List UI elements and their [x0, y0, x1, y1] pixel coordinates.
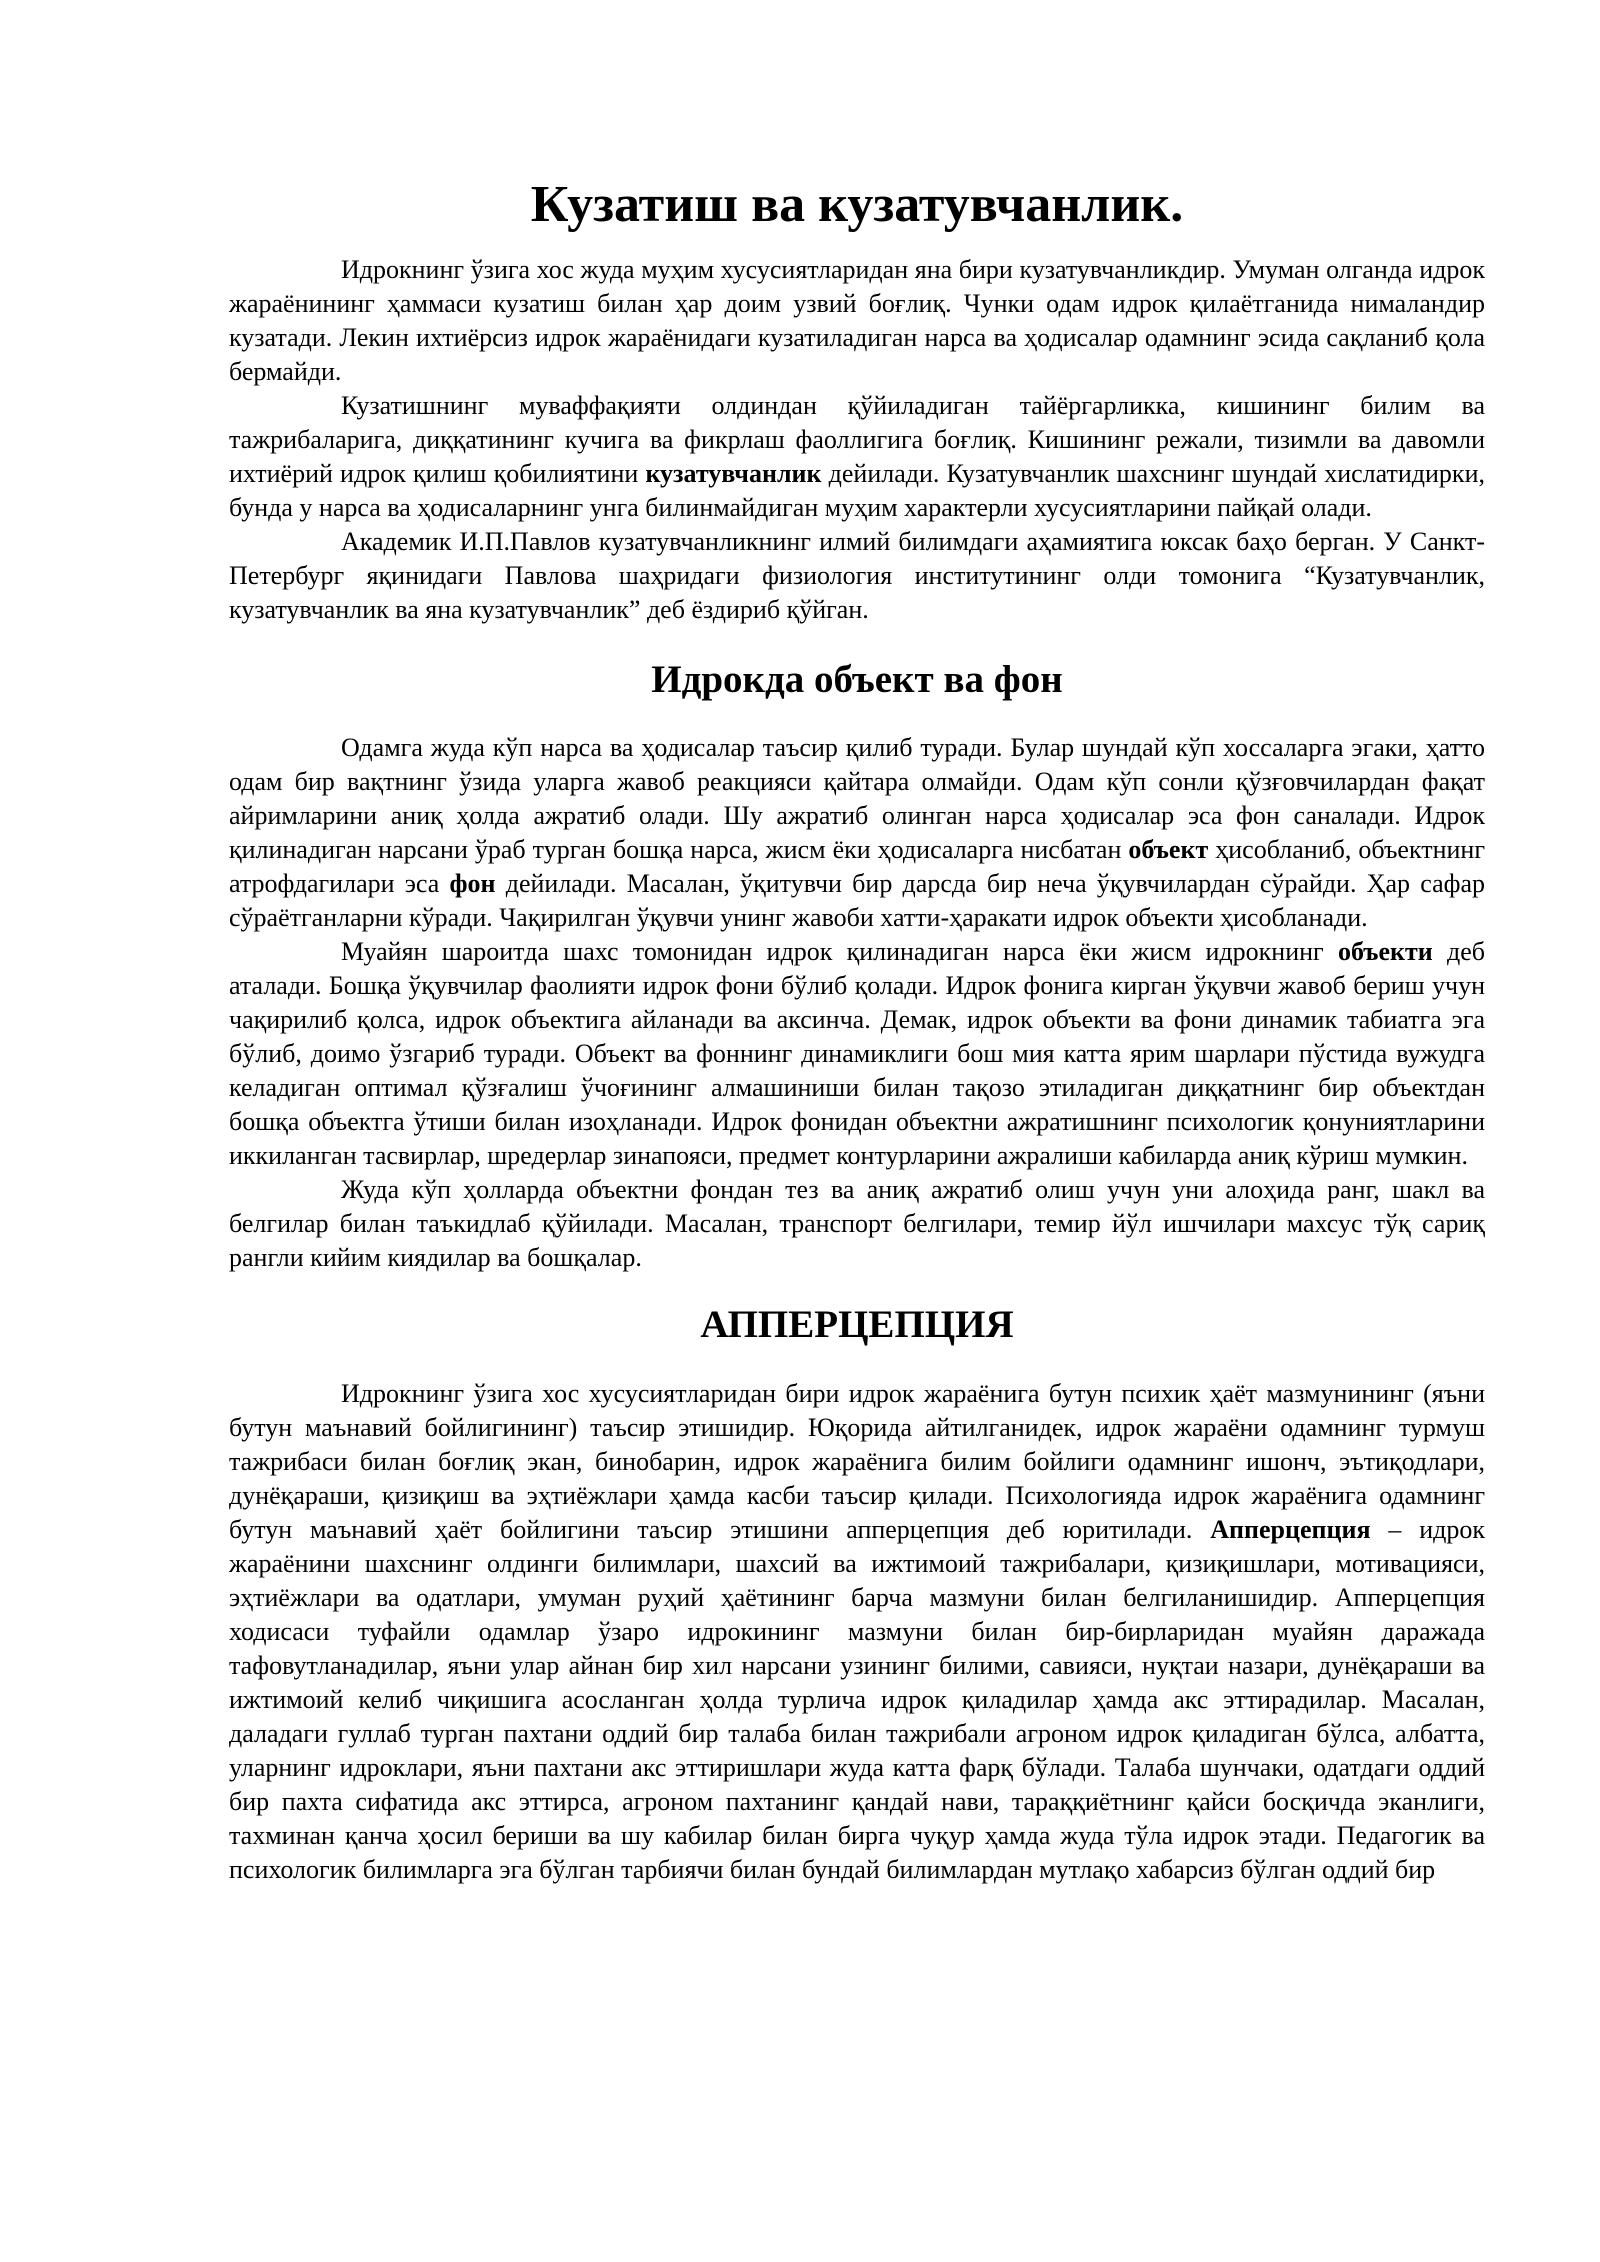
section-heading-object-background: Идрокда объект ва фон: [651, 658, 1063, 701]
text-run: дейилади. Масалан, ўқитувчи бир дарсда бир неча ўқувчилардан сўрайди. Ҳар сафар сўраётганларни кўради. Чақирилган ўқувчи унинг жавоби хатти-ҳаракати идрок объекти ҳисобланади.: [229, 869, 1485, 932]
text-run: ҳисобланиб, объектнинг атрофдагилари эса: [229, 835, 1486, 898]
bold-term: фон: [449, 869, 496, 898]
bold-term: объект: [1128, 835, 1209, 864]
text-run: Одамга жуда кўп нарса ва ҳодисалар таъсир қилиб туради. Булар шундай кўп хоссаларга эгаки, ҳатто одам бир вақтнинг ўзида уларга жавоб реакцияси қайтара олмайди. Одам кўп сонли қўзғовчилардан фақат айримларини аниқ ҳолда ажратиб олади. Шу ажратиб олинган нарса ҳодисалар эса фон саналади. Идрок қилинадиган нарсани ўраб турган бошқа нарса, жисм ёки ҳодисаларга нисбатан: [229, 733, 1485, 864]
paragraph: Жуда кўп ҳолларда объектни фондан тез ва аниқ ажратиб олиш учун уни алоҳида ранг, шакл ва белгилар билан таъкидлаб қўйилади. Масалан, транспорт белгилари, темир йўл ишчилари махсус тўқ сариқ рангли кийим киядилар ва бошқалар.: [229, 1175, 1485, 1272]
text-run: – идрок жараёнини шахснинг олдинги билимлари, шахсий ва ижтимоий тажрибалари, қизиқишлари, мотивацияси, эҳтиёжлари ва одатлари, умуман руҳий ҳаётининг барча мазмуни билан белгиланишидир. Апперцепция ходисаси туфайли одамлар ўзаро идрокининг мазмуни билан бир-бирларидан муайян даражада тафовутланадилар, яъни улар айнан бир хил нарсани узининг билими, савияси, нуқтаи назари, дунёқараши ва ижтимоий келиб чиқишига асосланган ҳолда турлича идрок қиладилар ҳамда акс эттирадилар. Масалан, даладаги гуллаб турган пахтани оддий бир талаба билан тажрибали агроном идрок қиладиган бўлса, албатта, уларнинг идроклари, яъни пахтани акс эттиришлари жуда катта фарқ бўлади. Талаба шунчаки, одатдаги оддий бир пахта сифатида акс эттирса, агроном пахтанинг қандай нави, тараққиётнинг қайси босқичда эканлиги, тахминан қанча ҳосил бериши ва шу кабилар билан бирга чуқур ҳамда жуда тўла идрок этади. Педагогик ва психологик билимларга эга бўлган тарбиячи билан бундай билимлардан мутлақо хабарсиз бўлган оддий бир: [229, 1515, 1485, 1884]
paragraph: Академик И.П.Павлов кузатувчанликнинг илмий билимдаги аҳамиятига юксак баҳо берган. У Санкт-Петербург яқинидаги Павлова шаҳридаги физиология институтининг олди томонига “Кузатувчанлик, кузатувчанлик ва яна кузатувчанлик” деб ёздириб қўйган.: [229, 527, 1485, 624]
paragraph: Идрокнинг ўзига хос жуда муҳим хусусиятларидан яна бири кузатувчанликдир. Умуман олганда идрок жараёнининг ҳаммаси кузатиш билан ҳар доим узвий боғлиқ. Чунки одам идрок қилаётганида нималандир кузатади. Лекин ихтиёрсиз идрок жараёнидаги кузатиладиган нарса ва ҳодисалар одамнинг эсида сақланиб қола бермайди.: [229, 255, 1485, 386]
section-heading-apperception: АППЕРЦЕПЦИЯ: [700, 1303, 1014, 1346]
text-run: деб аталади. Бошқа ўқувчилар фаолияти идрок фони бўлиб қолади. Идрок фонига кирган ўқувчи жавоб бериш учун чақирилиб қолса, идрок объектига айланади ва аксинча. Демак, идрок объекти ва фони динамик табиатга эга бўлиб, доимо ўзгариб туради. Объект ва фоннинг динамиклиги бош мия катта ярим шарлари пўстида вужудга келадиган оптимал қўзғалиш ўчоғининг алмашиниши билан тақозо этиладиган диққатнинг бир объектдан бошқа объектга ўтиши билан изоҳланади. Идрок фонидан объектни ажратишнинг психологик қонуниятларини иккиланган тасвирлар, шредерлар зинапояси, предмет контурларини ажралиши кабиларда аниқ кўриш мумкин.: [229, 937, 1485, 1170]
bold-term: Апперцепция: [1210, 1515, 1371, 1544]
paragraph: [229, 389, 1485, 525]
text-run: Кузатишнинг муваффақияти олдиндан қўйиладиган тайёргарликка, кишининг билим ва тажрибаларига, диққатининг кучига ва фикрлаш фаоллигига боғлиқ. Кишининг режали, тизимли ва давомли ихтиёрий идрок қилиш қобилиятини: [229, 391, 1485, 488]
section-heading-observation: Кузатиш ва кузатувчанлик.: [530, 176, 1184, 233]
bold-term: кузатувчанлик: [645, 459, 822, 488]
bold-term: объекти: [1337, 937, 1433, 966]
text-run: Муайян шароитда шахс томонидан идрок қилинадиган нарса ёки жисм идрокнинг: [341, 937, 1338, 966]
paragraph: [229, 1377, 1485, 1887]
paragraph: [229, 731, 1485, 935]
text-run: дейилади. Кузатувчанлик шахснинг шундай хислатидирки, бунда у нарса ва ҳодисаларнинг унга билинмайдиган муҳим характерли хусусиятларини пайқай олади.: [229, 459, 1485, 522]
document-page: [229, 176, 1486, 1887]
paragraph: [229, 935, 1485, 1173]
text-run: Идрокнинг ўзига хос хусусиятларидан бири идрок жараёнига бутун психик ҳаёт мазмунининг (яъни бутун маънавий бойлигининг) таъсир этишидир. Юқорида айтилганидек, идрок жараёни одамнинг турмуш тажрибаси билан боғлиқ экан, бинобарин, идрок жараёнига билим бойлиги одамнинг ишонч, эътиқодлари, дунёқараши, қизиқиш ва эҳтиёжлари ҳамда касби таъсир қилади. Психологияда идрок жараёнига одамнинг бутун маънавий ҳаёт бойлигини таъсир этишини апперцепция деб юритилади.: [229, 1379, 1485, 1544]
